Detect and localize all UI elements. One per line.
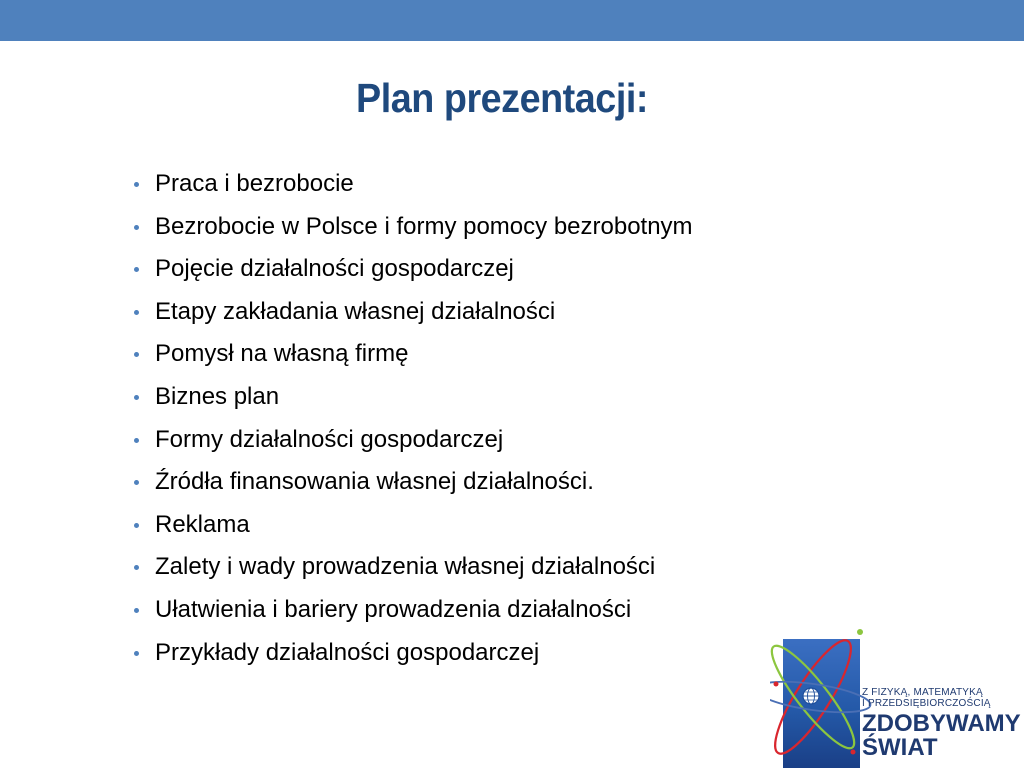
bullet-dot-icon: [134, 480, 139, 485]
list-item-label: Zalety i wady prowadzenia własnej działalności: [155, 553, 656, 581]
bullet-dot-icon: [134, 395, 139, 400]
list-item: [132, 163, 693, 206]
bullet-dot-icon: [134, 182, 139, 187]
logo-subtitle-line1: Z FIZYKĄ, MATEMATYKĄ: [862, 687, 983, 698]
bullet-dot-icon: [134, 523, 139, 528]
list-item: [132, 504, 693, 547]
list-item-label: Przykłady działalności gospodarczej: [155, 638, 540, 666]
list-item: [132, 419, 693, 462]
list-item: [132, 589, 693, 632]
list-item-label: Praca i bezrobocie: [155, 170, 354, 197]
list-item-label: Źródła finansowania własnej działalności.: [155, 468, 594, 496]
list-item: [132, 461, 693, 504]
bullet-dot-icon: [134, 438, 139, 443]
list-item-label: Ułatwienia i bariery prowadzenia działalności: [155, 595, 632, 623]
list-item-label: Bezrobocie w Polsce i formy pomocy bezrobotnym: [155, 212, 693, 240]
list-item: [132, 291, 693, 334]
list-item-label: Etapy zakładania własnej działalności: [155, 297, 556, 325]
list-item-label: Pojęcie działalności gospodarczej: [155, 255, 514, 283]
list-item: [132, 632, 693, 675]
bullet-list: [132, 163, 693, 674]
bullet-dot-icon: [134, 651, 139, 656]
project-logo: [770, 624, 1024, 768]
list-item: [132, 248, 693, 291]
bullet-dot-icon: [134, 352, 139, 357]
bullet-dot-icon: [134, 225, 139, 230]
bullet-dot-icon: [134, 608, 139, 613]
slide-title: Plan prezentacji:: [356, 75, 648, 121]
list-item: [132, 376, 693, 419]
list-item: [132, 333, 693, 376]
bullet-dot-icon: [134, 565, 139, 570]
list-item: [132, 546, 693, 589]
list-item: [132, 206, 693, 249]
bullet-dot-icon: [134, 310, 139, 315]
logo-subtitle-line2: I PRZEDSIĘBIORCZOŚCIĄ: [862, 698, 991, 709]
list-item-label: Reklama: [155, 510, 250, 538]
logo-title-line2: ŚWIAT: [862, 734, 938, 761]
list-item-label: Pomysł na własną firmę: [155, 340, 409, 368]
list-item-label: Formy działalności gospodarczej: [155, 425, 504, 453]
logo-title-line1: ZDOBYWAMY: [862, 710, 1021, 737]
header-bar: [0, 0, 1024, 41]
list-item-label: Biznes plan: [155, 382, 280, 410]
bullet-dot-icon: [134, 267, 139, 272]
